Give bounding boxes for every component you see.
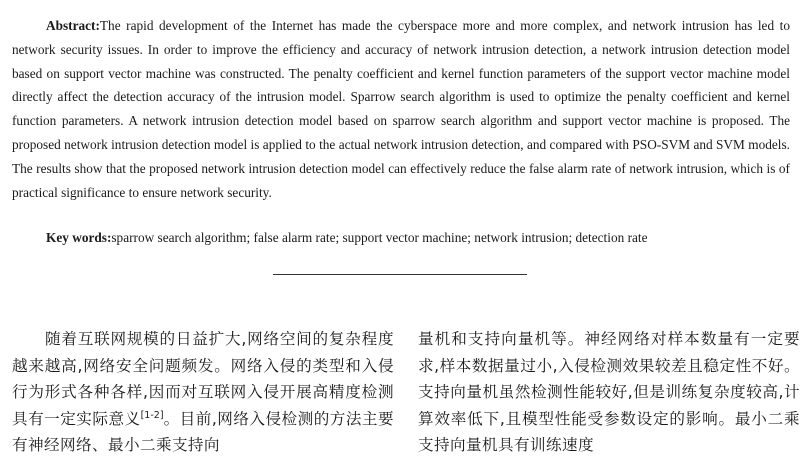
body-column-right xyxy=(418,326,800,459)
keywords-text: sparrow search algorithm; false alarm rate; support vector machine; network intrusion; detection rate xyxy=(111,230,648,245)
body-column-left xyxy=(12,326,394,459)
abstract-text: The rapid development of the Internet has made the cyberspace more and more complex, and network intrusion has led to network security issues. In order to improve the efficiency and accuracy of network intrusion detection, a network intrusion detection model based on support vector machine was constructed. The penalty coefficient and kernel function parameters of the support vector machine model directly affect the detection accuracy of the intrusion model. Sparrow search algorithm is used to optimize the penalty coefficient and kernel function parameters. A network intrusion detection model based on sparrow search algorithm and support vector machine is proposed. The proposed network intrusion detection model is applied to the actual network intrusion detection, and compared with PSO-SVM and SVM models. The results show that the proposed network intrusion detection model can effectively reduce the false alarm rate of network intrusion, which is of practical significance to ensure network security. xyxy=(12,18,790,200)
body-left-text-1: 随着互联网规模的日益扩大,网络空间的复杂程度越来越高,网络安全问题频发。网络入侵的类型和入侵行为形式各种各样,因而对互联网入侵开展高精度检测具有一定实际意义 xyxy=(12,330,394,428)
abstract-label: Abstract: xyxy=(46,18,100,33)
section-divider xyxy=(273,274,527,275)
citation-ref: [1-2] xyxy=(140,409,164,421)
keywords-label: Key words: xyxy=(46,230,112,245)
body-left-text-2: 。目前,网络入侵检测的方法主要有神经网络、最小二乘支持向 xyxy=(12,409,394,455)
abstract-paragraph xyxy=(12,14,790,204)
body-right-text: 量机和支持向量机等。神经网络对样本数量有一定要求,样本数据量过小,入侵检测效果较差且稳定性不好。支持向量机虽然检测性能较好,但是训练复杂度较高,计算效率低下,且模型性能受参数设定的影响。最小二乘支持向量机具有训练速度 xyxy=(418,330,800,455)
keywords-line xyxy=(46,228,790,248)
